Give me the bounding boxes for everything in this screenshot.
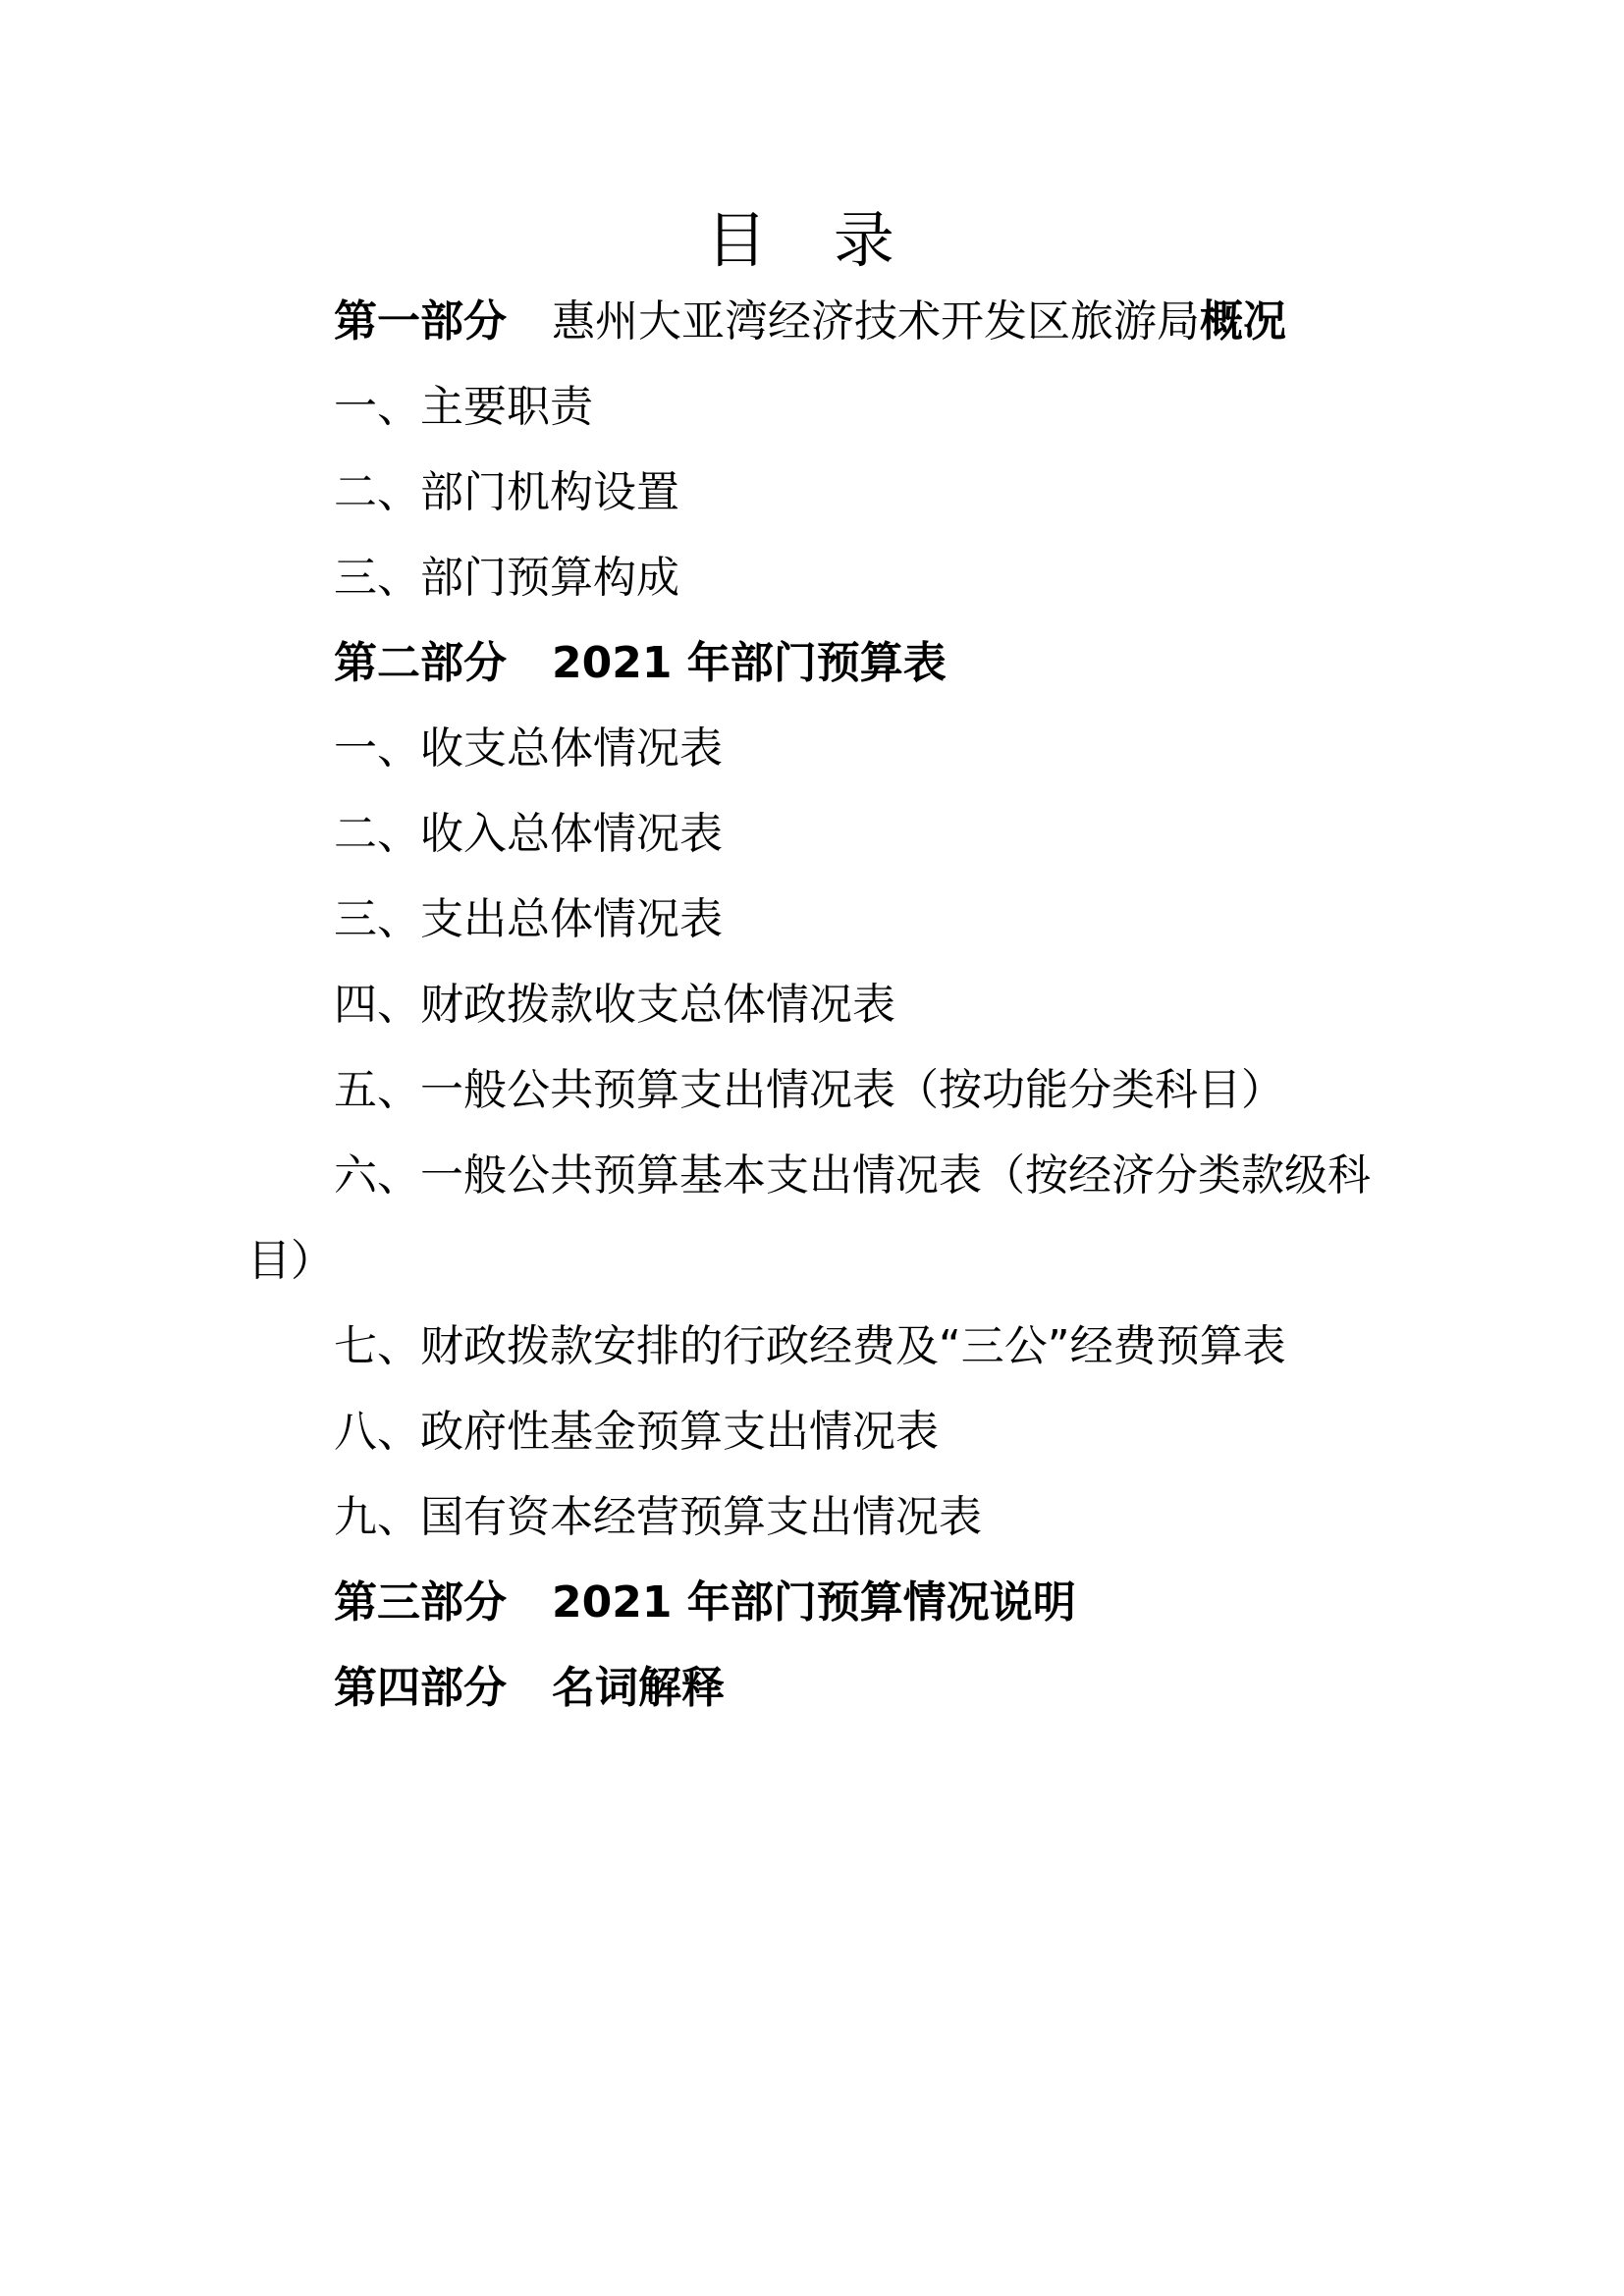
- toc-item[interactable]: 四、财政拨款收支总体情况表: [334, 980, 895, 1030]
- toc-part-4[interactable]: [334, 1661, 725, 1716]
- part-1-suffix: 概况: [1200, 296, 1286, 347]
- toc-item-continuation[interactable]: 目）: [247, 1236, 334, 1286]
- part-2-label: 第二部分: [334, 638, 507, 688]
- toc-item[interactable]: 一、收支总体情况表: [334, 723, 723, 774]
- part-3-name: 2021 年部门预算情况说明: [552, 1577, 1076, 1628]
- toc-item[interactable]: 六、一般公共预算基本支出情况表（按经济分类款级科: [334, 1150, 1371, 1201]
- toc-item[interactable]: 三、支出总体情况表: [334, 894, 723, 944]
- part-4-label: 第四部分: [334, 1663, 507, 1713]
- toc-item[interactable]: 三、部门预算构成: [334, 553, 679, 603]
- part-1-label: 第一部分: [334, 296, 507, 347]
- toc-item[interactable]: 八、政府性基金预算支出情况表: [334, 1407, 939, 1457]
- part-3-label: 第三部分: [334, 1577, 507, 1628]
- toc-item[interactable]: 二、部门机构设置: [334, 467, 679, 517]
- toc-item[interactable]: 七、财政拨款安排的行政经费及“三公”经费预算表: [334, 1321, 1286, 1371]
- toc-part-2[interactable]: [334, 636, 947, 691]
- toc-item[interactable]: 九、国有资本经营预算支出情况表: [334, 1492, 982, 1542]
- toc-item[interactable]: 二、收入总体情况表: [334, 809, 723, 859]
- toc-item[interactable]: 五、一般公共预算支出情况表（按功能分类科目）: [334, 1065, 1284, 1115]
- toc-part-3[interactable]: [334, 1575, 1076, 1630]
- part-2-name: 2021 年部门预算表: [552, 638, 947, 688]
- part-1-name: 惠州大亚湾经济技术开发区旅游局: [552, 296, 1200, 347]
- part-4-name: 名词解释: [552, 1663, 725, 1713]
- toc-item[interactable]: 一、主要职责: [334, 382, 593, 432]
- page-title: 目 录: [706, 204, 918, 276]
- toc-part-1[interactable]: [334, 294, 1286, 349]
